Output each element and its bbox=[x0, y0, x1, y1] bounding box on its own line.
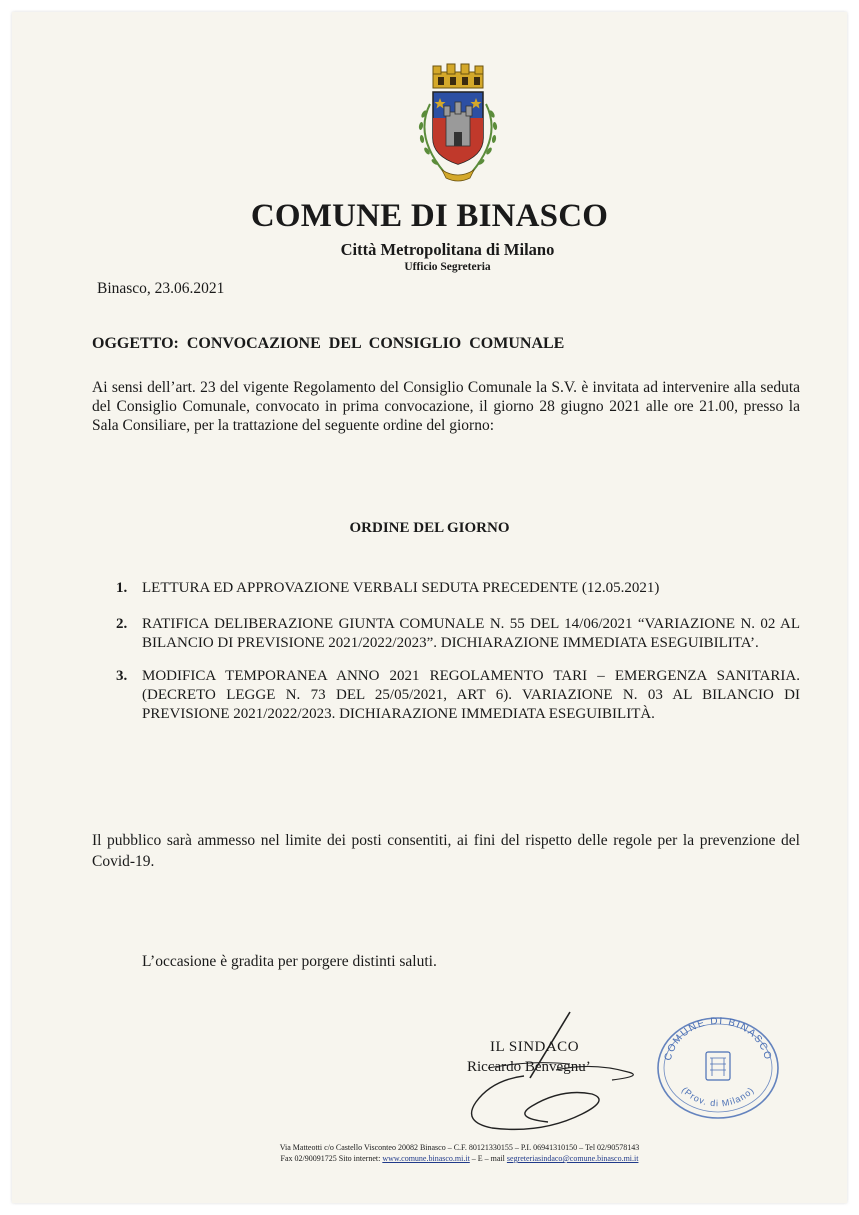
agenda-item-line: “VARIAZIONE N. 02 AL BILANCIO DI PREVISIONE 2021/2022/2023”. bbox=[142, 616, 800, 651]
agenda-item-line: AL BILANCIO DI PREVISIONE 2021/2022/2023. DICHIARAZIONE IMMEDIATA bbox=[142, 687, 800, 722]
closing-greeting: L’occasione è gradita per porgere distinti saluti. bbox=[142, 953, 437, 970]
subject-label: OGGETTO: bbox=[92, 335, 179, 352]
subject-text: CONVOCAZIONE DEL CONSIGLIO COMUNALE bbox=[186, 335, 565, 352]
website-link[interactable]: www.comune.binasco.mi.it bbox=[382, 1154, 470, 1163]
intro-paragraph bbox=[92, 378, 800, 435]
municipal-stamp-icon bbox=[652, 1012, 782, 1122]
email-link[interactable]: segreteriasindaco@comune.binasco.mi.it bbox=[506, 1154, 639, 1163]
municipality-title: COMUNE DI BINASCO bbox=[250, 198, 609, 234]
footer-address-line: Via Matteotti c/o Castello Visconteo 20082 Binasco – C.F. 80121330155 – P.I. 06941310150 – Tel 02/90578143 bbox=[279, 1143, 640, 1152]
agenda-item bbox=[116, 579, 800, 598]
agenda-item-line: SANITARIA. (DECRETO LEGGE N. 73 DEL 25/05/2021, ART 6). VARIAZIONE N. 03 bbox=[142, 668, 801, 703]
letterhead-footer bbox=[12, 1142, 847, 1164]
agenda-item bbox=[116, 667, 800, 724]
notice-line: prevenzione del Covid-19. bbox=[92, 832, 800, 870]
stamp-text-bottom: (Prov. di Milano) bbox=[679, 1084, 757, 1109]
signatory-name: Riccardo Benvegnu’ bbox=[467, 1059, 591, 1075]
letter-date: Binasco, 23.06.2021 bbox=[97, 280, 225, 297]
agenda-item-number: 2. bbox=[116, 616, 128, 632]
letter-subject bbox=[92, 335, 564, 353]
intro-line: intervenire alla seduta del Consiglio Comunale, convocato in prima convocazione, il bbox=[92, 379, 801, 415]
notice-line: Il pubblico sarà ammesso nel limite dei posti consentiti, ai fini del rispetto delle regole per la bbox=[92, 832, 695, 849]
metropolitan-city-subtitle: Città Metropolitana di Milano bbox=[340, 240, 555, 259]
svg-text:COMUNE DI BINASCO bbox=[663, 1016, 774, 1062]
agenda-item-line: RATIFICA DELIBERAZIONE GIUNTA COMUNALE N. 55 DEL 14/06/2021 bbox=[142, 616, 633, 632]
agenda-item-number: 3. bbox=[116, 668, 128, 684]
agenda-item-line: DICHIARAZIONE IMMEDIATA ESEGUIBILITA’. bbox=[440, 635, 759, 651]
footer-contact-line bbox=[72, 1153, 847, 1164]
coat-of-arms-icon bbox=[400, 56, 515, 191]
agenda-item-line: MODIFICA TEMPORANEA ANNO 2021 REGOLAMENTO TARI – EMERGENZA bbox=[142, 668, 707, 684]
agenda-item-line: LETTURA ED APPROVAZIONE VERBALI SEDUTA PRECEDENTE (12.05.2021) bbox=[142, 580, 660, 596]
agenda-item-line: ESEGUIBILITÀ. bbox=[548, 706, 655, 722]
agenda-item-number: 1. bbox=[116, 580, 128, 596]
office-name: Ufficio Segreteria bbox=[404, 261, 491, 273]
document-page bbox=[12, 12, 847, 1203]
public-notice-paragraph bbox=[92, 830, 800, 872]
agenda-item bbox=[116, 615, 800, 653]
agenda-heading: ORDINE DEL GIORNO bbox=[349, 520, 510, 536]
signatory-role: IL SINDACO bbox=[490, 1039, 580, 1055]
intro-line: giorno 28 giugno 2021 alle ore 21.00, presso la Sala Consiliare, per la trattazione del bbox=[92, 398, 800, 434]
intro-line: Ai sensi dell’art. 23 del vigente Regolamento del Consiglio Comunale la S.V. è invitata ad bbox=[92, 379, 658, 396]
agenda-list bbox=[116, 579, 800, 724]
footer-fax-label: Fax 02/90091725 Sito internet: bbox=[280, 1154, 383, 1163]
intro-line: seguente ordine del giorno: bbox=[324, 417, 495, 434]
footer-email-label: – E – mail bbox=[469, 1154, 507, 1163]
svg-text:(Prov. di Milano) bbox=[680, 1085, 756, 1108]
stamp-text-top: COMUNE DI BINASCO bbox=[662, 1015, 774, 1062]
